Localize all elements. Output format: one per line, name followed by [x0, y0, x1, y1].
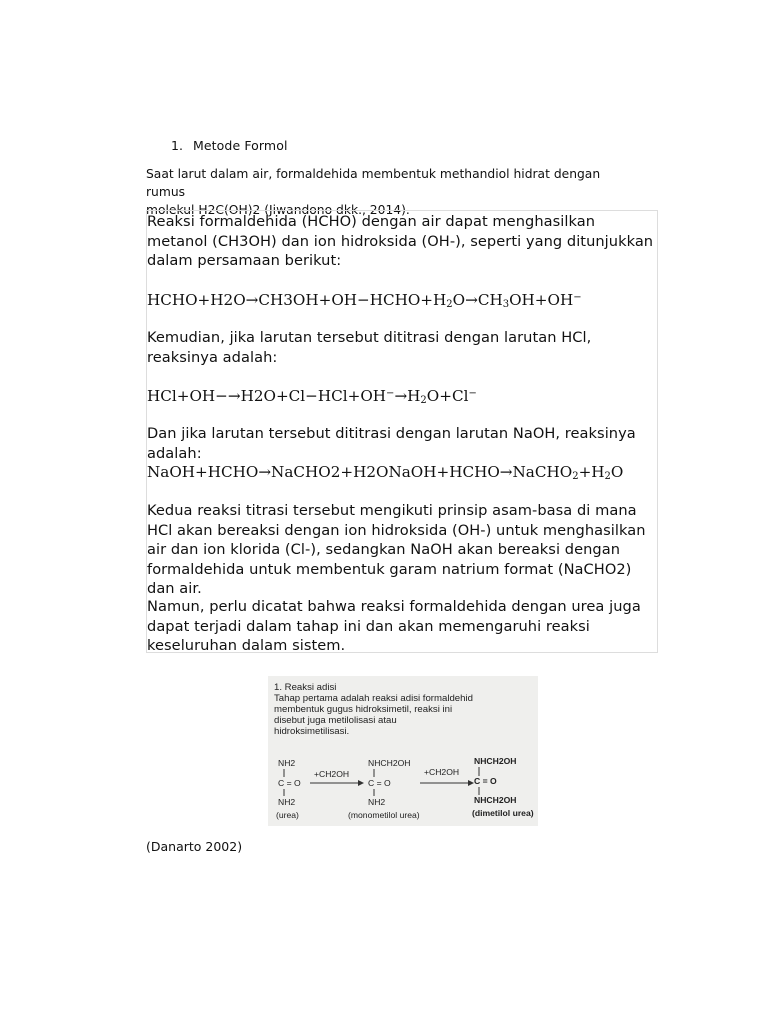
figure-text-line-1: Tahap pertama adalah reaksi adisi formaldehid	[274, 693, 473, 704]
intro-line-2: molekul H2C(OH)2 (Jiwandono dkk., 2014).	[146, 203, 410, 217]
reagent-2: +CH2OH	[424, 767, 460, 777]
dimethylol-top-group: NHCH2OH	[474, 756, 517, 766]
equation-1-rendered: $HCHO+H_2O\to CH_3OH+OH^-$	[369, 291, 582, 310]
paragraph-reaction-intro: Reaksi formaldehida (HCHO) dengan air dapat menghasilkan metanol (CH3OH) dan ion hidroksida (OH-), seperti yang ditunjukkan dalam persamaan berikut:	[147, 213, 654, 269]
equation-3-rendered: $NaOH+HCHO\to NaCHO_2+H_2O$	[388, 463, 624, 482]
paragraph-acid-base: Kedua reaksi titrasi tersebut mengikuti prinsip asam-basa di mana HCl akan bereaksi dengan ion hidroksida (OH-) untuk menghasilkan air dan ion klorida (Cl-), sedangkan NaOH akan bereaksi dengan formaldehida untuk membentuk garam natrium format (NaCHO2) dan air.	[147, 502, 646, 597]
monomethylol-carbonyl: C = O	[368, 778, 391, 788]
heading-number: 1.	[171, 138, 184, 153]
section-heading	[171, 138, 288, 153]
reagent-1: +CH2OH	[314, 769, 350, 779]
equation-1	[147, 290, 657, 310]
urea-addition-reaction-figure	[268, 676, 538, 826]
dimethylol-label: (dimetilol urea)	[472, 808, 534, 818]
paragraph-urea-note: Namun, perlu dicatat bahwa reaksi formaldehida dengan urea juga dapat terjadi dalam tahap ini dan akan memengaruhi reaksi keseluruhan dalam sistem.	[147, 598, 641, 654]
figure-text-line-2: membentuk gugus hidroksimetil, reaksi ini	[274, 704, 453, 715]
urea-label: (urea)	[276, 810, 299, 820]
heading-text: Metode Formol	[193, 138, 288, 153]
equation-3	[147, 462, 657, 482]
urea-carbonyl: C = O	[278, 778, 301, 788]
intro-line-1: Saat larut dalam air, formaldehida membentuk methandiol hidrat dengan rumus	[146, 167, 601, 199]
figure-citation: (Danarto 2002)	[146, 839, 243, 854]
urea-top-group: NH2	[278, 758, 296, 768]
monomethylol-top-group: NHCH2OH	[368, 758, 411, 768]
monomethylol-label: (monometilol urea)	[348, 810, 420, 820]
equation-2-linear: HCl+OH−→H2O+Cl−	[147, 387, 318, 405]
equation-2	[147, 386, 657, 406]
figure-text-line-3: disebut juga metilolisasi atau	[274, 715, 397, 726]
equation-1-linear: HCHO+H2O→CH3OH+OH−	[147, 291, 370, 309]
figure-text-line-4: hidroksimetilisasi.	[274, 726, 350, 737]
monomethylol-bottom-group: NH2	[368, 797, 386, 807]
dimethylol-bottom-group: NHCH2OH	[474, 795, 517, 805]
paragraph-naoh-titration: Dan jika larutan tersebut dititrasi dengan larutan NaOH, reaksinya adalah:	[147, 425, 636, 462]
pasted-text-box	[146, 210, 658, 653]
equation-2-rendered: $HCl+OH^-\to H_2O+Cl^-$	[317, 387, 477, 406]
paragraph-hcl-titration: Kemudian, jika larutan tersebut dititrasi dengan larutan HCl, reaksinya adalah:	[147, 329, 592, 366]
dimethylol-carbonyl: C = O	[474, 776, 497, 786]
equation-3-linear: NaOH+HCHO→NaCHO2+H2O	[147, 463, 389, 481]
urea-bottom-group: NH2	[278, 797, 296, 807]
figure-title: 1. Reaksi adisi	[274, 682, 337, 693]
